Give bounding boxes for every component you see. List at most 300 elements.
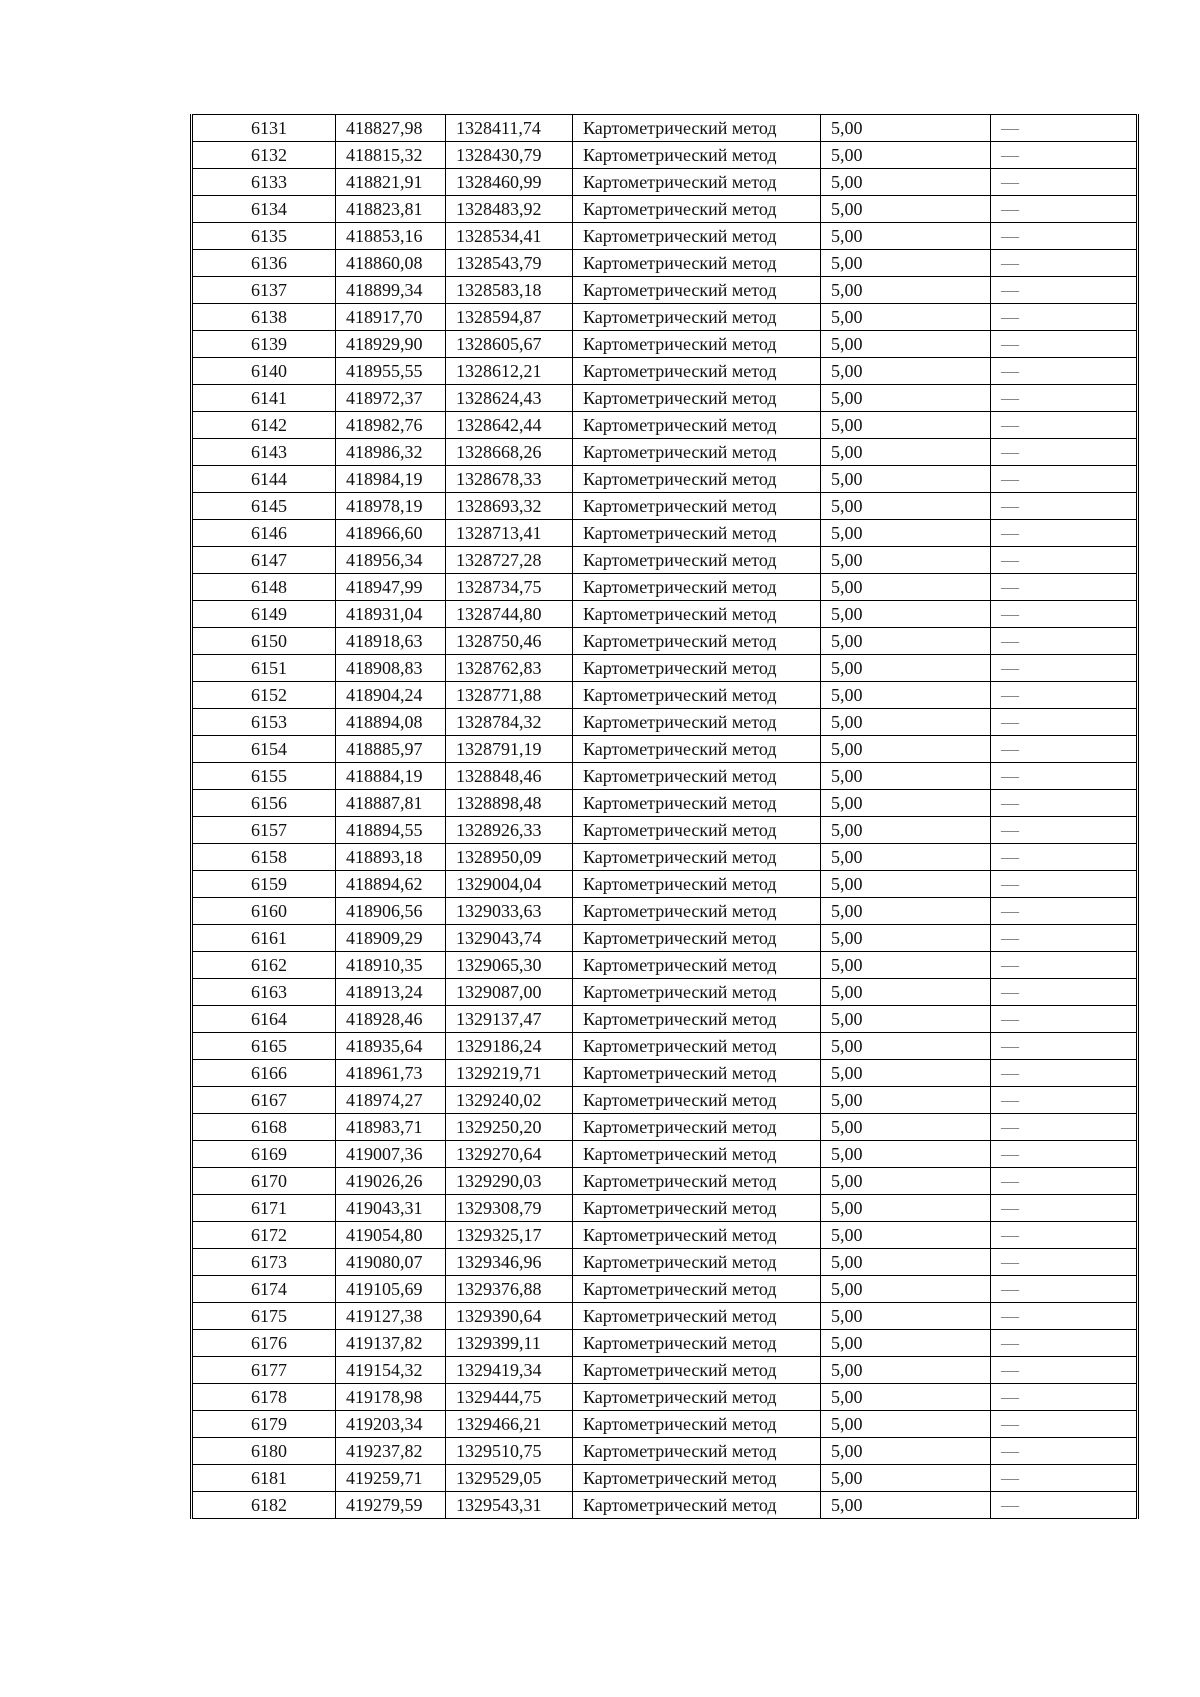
coordinate-y: 1329529,05: [446, 1465, 573, 1492]
table-row: [192, 979, 1138, 1006]
coordinate-y: 1328430,79: [446, 142, 573, 169]
table-row: [192, 1168, 1138, 1195]
coordinate-x: 418893,18: [336, 844, 446, 871]
point-number: 6156: [192, 790, 336, 817]
accuracy-cell: 5,00: [821, 574, 991, 601]
point-number: 6144: [192, 466, 336, 493]
coordinate-x: 418935,64: [336, 1033, 446, 1060]
coordinate-y: 1328543,79: [446, 250, 573, 277]
coordinate-x: 418974,27: [336, 1087, 446, 1114]
coordinate-x: 418894,08: [336, 709, 446, 736]
accuracy-cell: 5,00: [821, 196, 991, 223]
point-number: 6148: [192, 574, 336, 601]
note-cell: —: [991, 655, 1138, 682]
table-row: [192, 1141, 1138, 1168]
method-cell: Картометрический метод: [573, 520, 821, 547]
accuracy-cell: 5,00: [821, 331, 991, 358]
point-number: 6175: [192, 1303, 336, 1330]
coordinate-x: 418917,70: [336, 304, 446, 331]
point-number: 6166: [192, 1060, 336, 1087]
note-cell: —: [991, 223, 1138, 250]
point-number: 6173: [192, 1249, 336, 1276]
note-cell: —: [991, 1465, 1138, 1492]
method-cell: Картометрический метод: [573, 898, 821, 925]
coordinate-x: 418961,73: [336, 1060, 446, 1087]
table-body: [192, 115, 1138, 1519]
accuracy-cell: 5,00: [821, 304, 991, 331]
point-number: 6136: [192, 250, 336, 277]
table-row: [192, 1411, 1138, 1438]
note-cell: —: [991, 817, 1138, 844]
coordinate-x: 419007,36: [336, 1141, 446, 1168]
point-number: 6161: [192, 925, 336, 952]
accuracy-cell: 5,00: [821, 655, 991, 682]
note-cell: —: [991, 574, 1138, 601]
point-number: 6171: [192, 1195, 336, 1222]
table-row: [192, 1438, 1138, 1465]
accuracy-cell: 5,00: [821, 493, 991, 520]
point-number: 6138: [192, 304, 336, 331]
coordinate-y: 1329308,79: [446, 1195, 573, 1222]
accuracy-cell: 5,00: [821, 1357, 991, 1384]
point-number: 6181: [192, 1465, 336, 1492]
coordinate-x: 418955,55: [336, 358, 446, 385]
method-cell: Картометрический метод: [573, 817, 821, 844]
point-number: 6152: [192, 682, 336, 709]
note-cell: —: [991, 1114, 1138, 1141]
note-cell: —: [991, 547, 1138, 574]
coordinate-x: 419237,82: [336, 1438, 446, 1465]
method-cell: Картометрический метод: [573, 169, 821, 196]
point-number: 6160: [192, 898, 336, 925]
table-row: [192, 115, 1138, 142]
coordinate-y: 1329270,64: [446, 1141, 573, 1168]
method-cell: Картометрический метод: [573, 412, 821, 439]
coordinate-y: 1329186,24: [446, 1033, 573, 1060]
method-cell: Картометрический метод: [573, 682, 821, 709]
coordinate-y: 1329346,96: [446, 1249, 573, 1276]
coordinate-x: 418887,81: [336, 790, 446, 817]
table-row: [192, 1384, 1138, 1411]
coordinate-y: 1328612,21: [446, 358, 573, 385]
coordinate-y: 1328483,92: [446, 196, 573, 223]
method-cell: Картометрический метод: [573, 952, 821, 979]
accuracy-cell: 5,00: [821, 844, 991, 871]
table-row: [192, 358, 1138, 385]
coordinate-x: 418913,24: [336, 979, 446, 1006]
note-cell: —: [991, 1303, 1138, 1330]
accuracy-cell: 5,00: [821, 1006, 991, 1033]
accuracy-cell: 5,00: [821, 628, 991, 655]
coordinate-x: 419279,59: [336, 1492, 446, 1519]
point-number: 6153: [192, 709, 336, 736]
coordinate-y: 1329240,02: [446, 1087, 573, 1114]
point-number: 6168: [192, 1114, 336, 1141]
accuracy-cell: 5,00: [821, 1303, 991, 1330]
coordinate-y: 1328678,33: [446, 466, 573, 493]
table-row: [192, 817, 1138, 844]
note-cell: —: [991, 871, 1138, 898]
coordinate-x: 418894,62: [336, 871, 446, 898]
coordinate-x: 419154,32: [336, 1357, 446, 1384]
coordinate-x: 418947,99: [336, 574, 446, 601]
note-cell: —: [991, 331, 1138, 358]
accuracy-cell: 5,00: [821, 682, 991, 709]
note-cell: —: [991, 520, 1138, 547]
table-row: [192, 547, 1138, 574]
table-row: [192, 952, 1138, 979]
accuracy-cell: 5,00: [821, 169, 991, 196]
table-row: [192, 439, 1138, 466]
method-cell: Картометрический метод: [573, 790, 821, 817]
accuracy-cell: 5,00: [821, 250, 991, 277]
table-row: [192, 628, 1138, 655]
accuracy-cell: 5,00: [821, 1195, 991, 1222]
coordinate-x: 419178,98: [336, 1384, 446, 1411]
coordinate-x: 418984,19: [336, 466, 446, 493]
note-cell: —: [991, 952, 1138, 979]
point-number: 6154: [192, 736, 336, 763]
table-row: [192, 142, 1138, 169]
note-cell: —: [991, 898, 1138, 925]
coordinate-x: 418983,71: [336, 1114, 446, 1141]
table-row: [192, 655, 1138, 682]
accuracy-cell: 5,00: [821, 898, 991, 925]
method-cell: Картометрический метод: [573, 925, 821, 952]
coordinate-x: 418885,97: [336, 736, 446, 763]
table-row: [192, 574, 1138, 601]
method-cell: Картометрический метод: [573, 1006, 821, 1033]
method-cell: Картометрический метод: [573, 1033, 821, 1060]
coordinate-x: 418910,35: [336, 952, 446, 979]
note-cell: —: [991, 466, 1138, 493]
point-number: 6165: [192, 1033, 336, 1060]
point-number: 6142: [192, 412, 336, 439]
table-row: [192, 736, 1138, 763]
note-cell: —: [991, 412, 1138, 439]
accuracy-cell: 5,00: [821, 1114, 991, 1141]
coordinate-y: 1328762,83: [446, 655, 573, 682]
note-cell: —: [991, 142, 1138, 169]
table-row: [192, 277, 1138, 304]
point-number: 6157: [192, 817, 336, 844]
coordinate-y: 1328583,18: [446, 277, 573, 304]
table-row: [192, 601, 1138, 628]
method-cell: Картометрический метод: [573, 223, 821, 250]
method-cell: Картометрический метод: [573, 196, 821, 223]
coordinate-y: 1328411,74: [446, 115, 573, 142]
point-number: 6172: [192, 1222, 336, 1249]
coordinate-y: 1329004,04: [446, 871, 573, 898]
point-number: 6177: [192, 1357, 336, 1384]
accuracy-cell: 5,00: [821, 709, 991, 736]
point-number: 6159: [192, 871, 336, 898]
accuracy-cell: 5,00: [821, 763, 991, 790]
method-cell: Картометрический метод: [573, 1492, 821, 1519]
table-row: [192, 1087, 1138, 1114]
accuracy-cell: 5,00: [821, 277, 991, 304]
coordinate-x: 418823,81: [336, 196, 446, 223]
note-cell: —: [991, 115, 1138, 142]
coordinate-x: 418918,63: [336, 628, 446, 655]
table-row: [192, 331, 1138, 358]
method-cell: Картометрический метод: [573, 547, 821, 574]
accuracy-cell: 5,00: [821, 385, 991, 412]
table-row: [192, 1060, 1138, 1087]
coordinate-y: 1329250,20: [446, 1114, 573, 1141]
method-cell: Картометрический метод: [573, 1465, 821, 1492]
method-cell: Картометрический метод: [573, 655, 821, 682]
note-cell: —: [991, 169, 1138, 196]
note-cell: —: [991, 979, 1138, 1006]
table-row: [192, 1222, 1138, 1249]
coordinate-y: 1328898,48: [446, 790, 573, 817]
note-cell: —: [991, 439, 1138, 466]
coordinate-y: 1328734,75: [446, 574, 573, 601]
accuracy-cell: 5,00: [821, 1438, 991, 1465]
coordinate-y: 1328926,33: [446, 817, 573, 844]
accuracy-cell: 5,00: [821, 871, 991, 898]
coordinate-y: 1328594,87: [446, 304, 573, 331]
accuracy-cell: 5,00: [821, 1492, 991, 1519]
coordinate-y: 1328624,43: [446, 385, 573, 412]
note-cell: —: [991, 628, 1138, 655]
note-cell: —: [991, 682, 1138, 709]
coordinate-y: 1328713,41: [446, 520, 573, 547]
coordinate-x: 418853,16: [336, 223, 446, 250]
accuracy-cell: 5,00: [821, 412, 991, 439]
coordinate-y: 1329444,75: [446, 1384, 573, 1411]
note-cell: —: [991, 763, 1138, 790]
coordinate-y: 1329033,63: [446, 898, 573, 925]
coordinates-table: [190, 114, 1139, 1519]
coordinate-x: 418931,04: [336, 601, 446, 628]
point-number: 6170: [192, 1168, 336, 1195]
point-number: 6163: [192, 979, 336, 1006]
point-number: 6158: [192, 844, 336, 871]
accuracy-cell: 5,00: [821, 979, 991, 1006]
point-number: 6131: [192, 115, 336, 142]
coordinate-y: 1329219,71: [446, 1060, 573, 1087]
point-number: 6137: [192, 277, 336, 304]
coordinate-x: 419026,26: [336, 1168, 446, 1195]
table-row: [192, 1492, 1138, 1519]
method-cell: Картометрический метод: [573, 1330, 821, 1357]
table-row: [192, 250, 1138, 277]
coordinate-y: 1328460,99: [446, 169, 573, 196]
method-cell: Картометрический метод: [573, 1411, 821, 1438]
accuracy-cell: 5,00: [821, 466, 991, 493]
coordinate-x: 419080,07: [336, 1249, 446, 1276]
point-number: 6151: [192, 655, 336, 682]
coordinate-y: 1329399,11: [446, 1330, 573, 1357]
table-row: [192, 493, 1138, 520]
note-cell: —: [991, 1087, 1138, 1114]
coordinate-x: 418966,60: [336, 520, 446, 547]
coordinate-y: 1329376,88: [446, 1276, 573, 1303]
accuracy-cell: 5,00: [821, 1384, 991, 1411]
coordinate-x: 418986,32: [336, 439, 446, 466]
method-cell: Картометрический метод: [573, 844, 821, 871]
method-cell: Картометрический метод: [573, 1276, 821, 1303]
accuracy-cell: 5,00: [821, 223, 991, 250]
table-row: [192, 412, 1138, 439]
method-cell: Картометрический метод: [573, 763, 821, 790]
accuracy-cell: 5,00: [821, 1249, 991, 1276]
coordinate-x: 418956,34: [336, 547, 446, 574]
method-cell: Картометрический метод: [573, 466, 821, 493]
accuracy-cell: 5,00: [821, 1411, 991, 1438]
accuracy-cell: 5,00: [821, 817, 991, 844]
note-cell: —: [991, 277, 1138, 304]
coordinate-x: 418860,08: [336, 250, 446, 277]
coordinate-x: 419137,82: [336, 1330, 446, 1357]
table-row: [192, 790, 1138, 817]
table-row: [192, 1249, 1138, 1276]
coordinate-y: 1328727,28: [446, 547, 573, 574]
note-cell: —: [991, 1141, 1138, 1168]
method-cell: Картометрический метод: [573, 1222, 821, 1249]
accuracy-cell: 5,00: [821, 1087, 991, 1114]
method-cell: Картометрический метод: [573, 1141, 821, 1168]
coordinate-x: 418894,55: [336, 817, 446, 844]
point-number: 6146: [192, 520, 336, 547]
coordinate-y: 1328605,67: [446, 331, 573, 358]
point-number: 6141: [192, 385, 336, 412]
coordinate-x: 418929,90: [336, 331, 446, 358]
note-cell: —: [991, 1384, 1138, 1411]
accuracy-cell: 5,00: [821, 1330, 991, 1357]
accuracy-cell: 5,00: [821, 115, 991, 142]
accuracy-cell: 5,00: [821, 925, 991, 952]
method-cell: Картометрический метод: [573, 871, 821, 898]
point-number: 6140: [192, 358, 336, 385]
coordinate-y: 1328950,09: [446, 844, 573, 871]
method-cell: Картометрический метод: [573, 601, 821, 628]
method-cell: Картометрический метод: [573, 142, 821, 169]
accuracy-cell: 5,00: [821, 1222, 991, 1249]
coordinate-x: 418827,98: [336, 115, 446, 142]
table-row: [192, 223, 1138, 250]
table-row: [192, 304, 1138, 331]
method-cell: Картометрический метод: [573, 1303, 821, 1330]
point-number: 6169: [192, 1141, 336, 1168]
table-row: [192, 1303, 1138, 1330]
note-cell: —: [991, 1276, 1138, 1303]
coordinate-x: 418982,76: [336, 412, 446, 439]
coordinate-x: 418908,83: [336, 655, 446, 682]
point-number: 6155: [192, 763, 336, 790]
table-row: [192, 385, 1138, 412]
accuracy-cell: 5,00: [821, 736, 991, 763]
note-cell: —: [991, 1438, 1138, 1465]
point-number: 6139: [192, 331, 336, 358]
coordinate-y: 1329543,31: [446, 1492, 573, 1519]
method-cell: Картометрический метод: [573, 1087, 821, 1114]
table-row: [192, 709, 1138, 736]
note-cell: —: [991, 736, 1138, 763]
method-cell: Картометрический метод: [573, 1438, 821, 1465]
note-cell: —: [991, 1168, 1138, 1195]
table-row: [192, 925, 1138, 952]
point-number: 6150: [192, 628, 336, 655]
accuracy-cell: 5,00: [821, 1276, 991, 1303]
note-cell: —: [991, 304, 1138, 331]
note-cell: —: [991, 1330, 1138, 1357]
coordinate-y: 1328784,32: [446, 709, 573, 736]
table-row: [192, 520, 1138, 547]
point-number: 6174: [192, 1276, 336, 1303]
coordinate-x: 419054,80: [336, 1222, 446, 1249]
table-row: [192, 763, 1138, 790]
coordinate-y: 1328693,32: [446, 493, 573, 520]
method-cell: Картометрический метод: [573, 358, 821, 385]
table-row: [192, 169, 1138, 196]
note-cell: —: [991, 1492, 1138, 1519]
point-number: 6134: [192, 196, 336, 223]
method-cell: Картометрический метод: [573, 1114, 821, 1141]
point-number: 6143: [192, 439, 336, 466]
coordinate-y: 1328791,19: [446, 736, 573, 763]
note-cell: —: [991, 709, 1138, 736]
method-cell: Картометрический метод: [573, 1195, 821, 1222]
coordinate-x: 418904,24: [336, 682, 446, 709]
accuracy-cell: 5,00: [821, 439, 991, 466]
note-cell: —: [991, 493, 1138, 520]
table-row: [192, 1006, 1138, 1033]
note-cell: —: [991, 844, 1138, 871]
method-cell: Картометрический метод: [573, 304, 821, 331]
table-row: [192, 1033, 1138, 1060]
coordinate-x: 419043,31: [336, 1195, 446, 1222]
point-number: 6133: [192, 169, 336, 196]
coordinate-x: 418978,19: [336, 493, 446, 520]
coordinate-y: 1328744,80: [446, 601, 573, 628]
accuracy-cell: 5,00: [821, 1141, 991, 1168]
point-number: 6135: [192, 223, 336, 250]
method-cell: Картометрический метод: [573, 439, 821, 466]
point-number: 6167: [192, 1087, 336, 1114]
note-cell: —: [991, 1060, 1138, 1087]
point-number: 6162: [192, 952, 336, 979]
table-row: [192, 682, 1138, 709]
table-row: [192, 1357, 1138, 1384]
accuracy-cell: 5,00: [821, 1033, 991, 1060]
coordinate-y: 1329137,47: [446, 1006, 573, 1033]
note-cell: —: [991, 385, 1138, 412]
coordinate-y: 1328642,44: [446, 412, 573, 439]
coordinate-y: 1329419,34: [446, 1357, 573, 1384]
coordinate-y: 1329065,30: [446, 952, 573, 979]
note-cell: —: [991, 358, 1138, 385]
method-cell: Картометрический метод: [573, 1357, 821, 1384]
coordinate-y: 1329043,74: [446, 925, 573, 952]
table-row: [192, 1465, 1138, 1492]
method-cell: Картометрический метод: [573, 709, 821, 736]
coordinate-x: 418972,37: [336, 385, 446, 412]
method-cell: Картометрический метод: [573, 1384, 821, 1411]
coordinate-x: 418815,32: [336, 142, 446, 169]
method-cell: Картометрический метод: [573, 574, 821, 601]
accuracy-cell: 5,00: [821, 142, 991, 169]
method-cell: Картометрический метод: [573, 115, 821, 142]
coordinate-x: 419259,71: [336, 1465, 446, 1492]
table-row: [192, 1195, 1138, 1222]
coordinate-y: 1328534,41: [446, 223, 573, 250]
method-cell: Картометрический метод: [573, 250, 821, 277]
point-number: 6147: [192, 547, 336, 574]
coordinate-x: 419203,34: [336, 1411, 446, 1438]
